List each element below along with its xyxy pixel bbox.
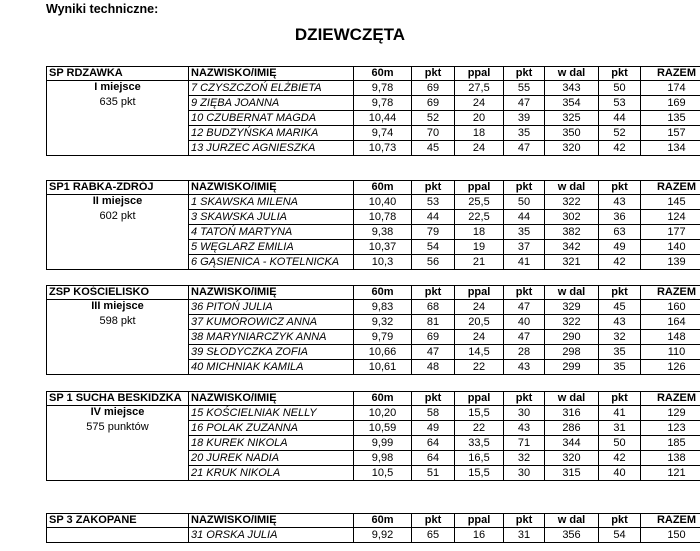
result-value: 290: [545, 330, 599, 345]
page-heading: Wyniki techniczne:: [46, 2, 159, 16]
column-header: RAZEM: [641, 67, 700, 81]
place-cell: [47, 195, 189, 270]
result-value: 9,78: [354, 81, 412, 96]
team-points: 575 punktów: [86, 421, 149, 433]
column-header: pkt: [412, 286, 455, 300]
column-header: w dal: [545, 67, 599, 81]
result-value: 54: [412, 240, 455, 255]
result-value: 65: [412, 528, 455, 543]
result-value: 41: [599, 406, 641, 421]
result-value: 15,5: [455, 466, 504, 481]
column-header: pkt: [504, 514, 545, 528]
column-header: pkt: [504, 286, 545, 300]
result-value: 22: [455, 421, 504, 436]
result-value: 316: [545, 406, 599, 421]
result-value: 25,5: [455, 195, 504, 210]
result-value: 20,5: [455, 315, 504, 330]
result-value: 121: [641, 466, 700, 481]
column-header: 60m: [354, 67, 412, 81]
result-value: 329: [545, 300, 599, 315]
school-name: SP RDZAWKA: [47, 67, 189, 81]
result-value: 35: [504, 126, 545, 141]
result-value: 10,5: [354, 466, 412, 481]
column-header: pkt: [599, 514, 641, 528]
team-points: 635 pkt: [99, 96, 136, 108]
result-value: 10,20: [354, 406, 412, 421]
result-value: 9,92: [354, 528, 412, 543]
result-value: 14,5: [455, 345, 504, 360]
result-value: 350: [545, 126, 599, 141]
result-value: 321: [545, 255, 599, 270]
result-value: 69: [412, 96, 455, 111]
athlete-name: 20 JUREK NADIA: [189, 451, 354, 466]
result-value: 382: [545, 225, 599, 240]
athlete-name: 6 GĄSIENICA - KOTELNICKA: [189, 255, 354, 270]
athlete-name: 12 BUDZYŃSKA MARIKA: [189, 126, 354, 141]
team-points: 602 pkt: [99, 210, 136, 222]
column-header: NAZWISKO/IMIĘ: [189, 181, 354, 195]
result-value: 22,5: [455, 210, 504, 225]
column-header: pkt: [504, 392, 545, 406]
result-value: 53: [599, 96, 641, 111]
result-value: 9,99: [354, 436, 412, 451]
result-value: 35: [504, 225, 545, 240]
result-value: 81: [412, 315, 455, 330]
column-header: pkt: [504, 181, 545, 195]
result-value: 53: [412, 195, 455, 210]
column-header: 60m: [354, 392, 412, 406]
table-row: [47, 406, 700, 421]
column-header: pkt: [599, 67, 641, 81]
result-value: 31: [599, 421, 641, 436]
column-header: pkt: [412, 514, 455, 528]
result-value: 48: [412, 360, 455, 375]
result-value: 150: [641, 528, 700, 543]
athlete-name: 18 KUREK NIKOLA: [189, 436, 354, 451]
result-value: 10,66: [354, 345, 412, 360]
result-value: 44: [504, 210, 545, 225]
result-value: 9,32: [354, 315, 412, 330]
result-value: 185: [641, 436, 700, 451]
result-value: 169: [641, 96, 700, 111]
result-value: 30: [504, 466, 545, 481]
result-value: 64: [412, 451, 455, 466]
result-value: 21: [455, 255, 504, 270]
athlete-name: 38 MARYNIARCZYK ANNA: [189, 330, 354, 345]
result-value: 145: [641, 195, 700, 210]
school-name: SP1 RABKA-ZDRÓJ: [47, 181, 189, 195]
result-value: 9,79: [354, 330, 412, 345]
result-value: 56: [412, 255, 455, 270]
result-value: 47: [504, 300, 545, 315]
column-header: 60m: [354, 181, 412, 195]
result-value: 49: [412, 421, 455, 436]
column-header: 60m: [354, 286, 412, 300]
result-value: 9,74: [354, 126, 412, 141]
column-header: NAZWISKO/IMIĘ: [189, 286, 354, 300]
place-label: III miejsce: [91, 300, 144, 312]
school-name: SP 3 ZAKOPANE: [47, 514, 189, 528]
table-row: [47, 528, 700, 543]
result-value: 342: [545, 240, 599, 255]
result-value: 35: [599, 360, 641, 375]
result-value: 35: [599, 345, 641, 360]
school-name: ZSP KOŚCIELISKO: [47, 286, 189, 300]
place-label: I miejsce: [94, 81, 141, 93]
athlete-name: 16 POLAK ZUZANNA: [189, 421, 354, 436]
column-header: pkt: [504, 67, 545, 81]
result-value: 64: [412, 436, 455, 451]
result-value: 286: [545, 421, 599, 436]
result-value: 139: [641, 255, 700, 270]
column-header: RAZEM: [641, 392, 700, 406]
result-value: 344: [545, 436, 599, 451]
result-value: 54: [599, 528, 641, 543]
column-header: NAZWISKO/IMIĘ: [189, 67, 354, 81]
column-header: w dal: [545, 392, 599, 406]
place-cell: [47, 81, 189, 156]
result-value: 41: [504, 255, 545, 270]
result-value: 24: [455, 141, 504, 156]
column-header: 60m: [354, 514, 412, 528]
result-value: 30: [504, 406, 545, 421]
column-header: pkt: [412, 67, 455, 81]
place-label: IV miejsce: [90, 406, 145, 418]
column-header: w dal: [545, 286, 599, 300]
result-value: 9,98: [354, 451, 412, 466]
result-value: 45: [599, 300, 641, 315]
result-value: 52: [599, 126, 641, 141]
result-value: 39: [504, 111, 545, 126]
result-value: 18: [455, 126, 504, 141]
result-value: 16,5: [455, 451, 504, 466]
school-results-table: [46, 285, 700, 375]
result-value: 37: [504, 240, 545, 255]
result-value: 126: [641, 360, 700, 375]
result-value: 47: [504, 330, 545, 345]
result-value: 134: [641, 141, 700, 156]
result-value: 356: [545, 528, 599, 543]
result-value: 10,61: [354, 360, 412, 375]
result-value: 123: [641, 421, 700, 436]
athlete-name: 4 TATOŃ MARTYNA: [189, 225, 354, 240]
athlete-name: 10 CZUBERNAT MAGDA: [189, 111, 354, 126]
result-value: 148: [641, 330, 700, 345]
result-value: 19: [455, 240, 504, 255]
table-row: [47, 300, 700, 315]
result-value: 10,78: [354, 210, 412, 225]
athlete-name: 37 KUMOROWICZ ANNA: [189, 315, 354, 330]
result-value: 63: [599, 225, 641, 240]
result-value: 44: [412, 210, 455, 225]
result-value: 298: [545, 345, 599, 360]
column-header: ppal: [455, 514, 504, 528]
team-points: 598 pkt: [99, 315, 136, 327]
column-header: w dal: [545, 181, 599, 195]
result-value: 320: [545, 141, 599, 156]
result-value: 322: [545, 195, 599, 210]
result-value: 315: [545, 466, 599, 481]
result-value: 50: [504, 195, 545, 210]
place-label: II miejsce: [92, 195, 143, 207]
athlete-name: 1 SKAWSKA MILENA: [189, 195, 354, 210]
result-value: 79: [412, 225, 455, 240]
result-value: 58: [412, 406, 455, 421]
result-value: 52: [412, 111, 455, 126]
table-row: [47, 81, 700, 96]
column-header: NAZWISKO/IMIĘ: [189, 514, 354, 528]
result-value: 10,40: [354, 195, 412, 210]
column-header: pkt: [599, 286, 641, 300]
athlete-name: 3 SKAWSKA JULIA: [189, 210, 354, 225]
result-value: 40: [599, 466, 641, 481]
column-header: w dal: [545, 514, 599, 528]
result-value: 51: [412, 466, 455, 481]
result-value: 22: [455, 360, 504, 375]
school-results-table: [46, 180, 700, 270]
result-value: 10,3: [354, 255, 412, 270]
result-value: 44: [599, 111, 641, 126]
result-value: 49: [599, 240, 641, 255]
result-value: 55: [504, 81, 545, 96]
athlete-name: 36 PITOŃ JULIA: [189, 300, 354, 315]
result-value: 36: [599, 210, 641, 225]
athlete-name: 31 ORSKA JULIA: [189, 528, 354, 543]
result-value: 69: [412, 81, 455, 96]
athlete-name: 21 KRUK NIKOLA: [189, 466, 354, 481]
result-value: 68: [412, 300, 455, 315]
result-value: 9,83: [354, 300, 412, 315]
result-value: 42: [599, 255, 641, 270]
result-value: 15,5: [455, 406, 504, 421]
column-header: pkt: [412, 392, 455, 406]
athlete-name: 5 WĘGLARZ EMILIA: [189, 240, 354, 255]
athlete-name: 7 CZYSZCZOŃ ELŻBIETA: [189, 81, 354, 96]
column-header: ppal: [455, 181, 504, 195]
place-cell: [47, 300, 189, 375]
column-header: RAZEM: [641, 286, 700, 300]
result-value: 157: [641, 126, 700, 141]
result-value: 47: [504, 141, 545, 156]
result-value: 31: [504, 528, 545, 543]
result-value: 140: [641, 240, 700, 255]
result-value: 174: [641, 81, 700, 96]
result-value: 32: [599, 330, 641, 345]
school-name: SP 1 SUCHA BESKIDZKA: [47, 392, 189, 406]
result-value: 164: [641, 315, 700, 330]
result-value: 45: [412, 141, 455, 156]
result-value: 47: [504, 96, 545, 111]
place-cell: [47, 406, 189, 481]
result-value: 47: [412, 345, 455, 360]
column-header: pkt: [599, 181, 641, 195]
result-value: 354: [545, 96, 599, 111]
result-value: 24: [455, 300, 504, 315]
result-value: 110: [641, 345, 700, 360]
athlete-name: 39 SŁODYCZKA ZOFIA: [189, 345, 354, 360]
result-value: 69: [412, 330, 455, 345]
result-value: 138: [641, 451, 700, 466]
result-value: 43: [599, 315, 641, 330]
result-value: 177: [641, 225, 700, 240]
school-results-table: [46, 513, 700, 543]
result-value: 124: [641, 210, 700, 225]
result-value: 28: [504, 345, 545, 360]
column-header: RAZEM: [641, 181, 700, 195]
place-cell: [47, 528, 189, 543]
column-header: ppal: [455, 392, 504, 406]
athlete-name: 40 MICHNIAK KAMILA: [189, 360, 354, 375]
result-value: 18: [455, 225, 504, 240]
result-value: 16: [455, 528, 504, 543]
category-title: DZIEWCZĘTA: [294, 25, 406, 44]
column-header: pkt: [599, 392, 641, 406]
school-results-table: [46, 66, 700, 156]
result-value: 10,59: [354, 421, 412, 436]
result-value: 10,44: [354, 111, 412, 126]
result-value: 24: [455, 330, 504, 345]
result-value: 9,38: [354, 225, 412, 240]
result-value: 135: [641, 111, 700, 126]
result-value: 160: [641, 300, 700, 315]
athlete-name: 13 JURZEC AGNIESZKA: [189, 141, 354, 156]
result-value: 9,78: [354, 96, 412, 111]
result-value: 10,73: [354, 141, 412, 156]
result-value: 50: [599, 436, 641, 451]
athlete-name: 9 ZIĘBA JOANNA: [189, 96, 354, 111]
column-header: NAZWISKO/IMIĘ: [189, 392, 354, 406]
result-value: 320: [545, 451, 599, 466]
result-value: 299: [545, 360, 599, 375]
result-value: 27,5: [455, 81, 504, 96]
column-header: ppal: [455, 67, 504, 81]
result-value: 33,5: [455, 436, 504, 451]
result-value: 322: [545, 315, 599, 330]
school-results-table: [46, 391, 700, 481]
result-value: 70: [412, 126, 455, 141]
result-value: 302: [545, 210, 599, 225]
column-header: pkt: [412, 181, 455, 195]
result-value: 42: [599, 141, 641, 156]
result-value: 71: [504, 436, 545, 451]
result-value: 43: [599, 195, 641, 210]
result-value: 42: [599, 451, 641, 466]
result-value: 43: [504, 421, 545, 436]
table-row: [47, 195, 700, 210]
result-value: 32: [504, 451, 545, 466]
result-value: 40: [504, 315, 545, 330]
result-value: 325: [545, 111, 599, 126]
result-value: 10,37: [354, 240, 412, 255]
result-value: 50: [599, 81, 641, 96]
result-value: 129: [641, 406, 700, 421]
result-value: 24: [455, 96, 504, 111]
result-value: 343: [545, 81, 599, 96]
athlete-name: 15 KOŚCIELNIAK NELLY: [189, 406, 354, 421]
result-value: 20: [455, 111, 504, 126]
column-header: RAZEM: [641, 514, 700, 528]
result-value: 43: [504, 360, 545, 375]
column-header: ppal: [455, 286, 504, 300]
